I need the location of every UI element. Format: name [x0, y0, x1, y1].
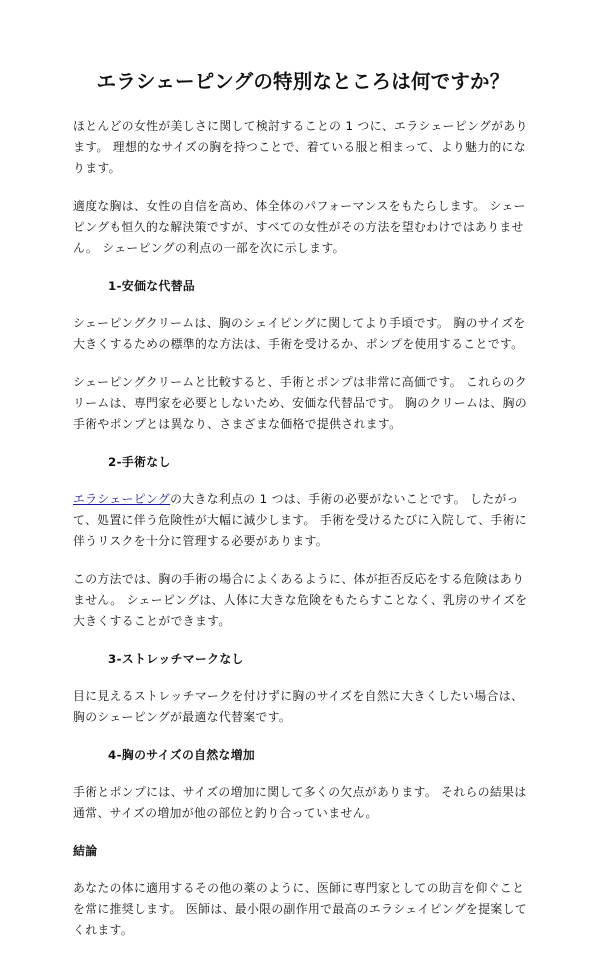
conclusion-paragraph: あなたの体に適用するその他の薬のように、医師に専門家としての助言を仰ぐことを常に推奨します。 医師は、最小限の副作用で最高のエラシェイピングを提案してくれます。 — [73, 881, 528, 938]
section-1-paragraph-1: シェーピングクリームは、胸のシェイピングに関してより手頃です。 胸のサイズを大きくするための標準的な方法は、手術を受けるか、ポンプを使用することです。 — [73, 316, 526, 352]
section-2-paragraph-2: この方法では、胸の手術の場合によくあるように、体が拒否反応をする危険はありません。 シェーピングは、人体に大きな危険をもたらすことなく、乳房のサイズを大きくすることができます。 — [73, 572, 528, 629]
intro-paragraph-2: 適度な胸は、女性の自信を高め、体全体のパフォーマンスをもたらします。 シェーピングも恒久的な解決策ですが、すべての女性がその方法を望むわけではありません。 シェーピングの利点の一部を次に示します。 — [73, 199, 526, 256]
section-2-paragraph-1-text: の大きな利点の 1 つは、手術の必要がないことです。 したがって、処置に伴う危険性が大幅に減少します。 手術を受けるたびに入院して、手術に伴うリスクを十分に管理する必要があります。 — [73, 492, 528, 549]
conclusion-heading: 結論 — [73, 844, 98, 859]
era-shaping-link[interactable]: エラシェーピング — [73, 492, 171, 507]
section-3-paragraph-1: 目に見えるストレッチマークを付けずに胸のサイズを自然に大きくしたい場合は、胸のシェーピングが最適な代替案です。 — [73, 689, 524, 725]
section-2-paragraph-1 — [73, 489, 533, 552]
section-heading-2: 2-手術なし — [108, 455, 171, 470]
section-1-paragraph-2: シェーピングクリームと比較すると、手術とポンプは非常に高価です。 これらのクリームは、専門家を必要としないため、安価な代替品です。 胸のクリームは、胸の手術やポンプとは異なり、さまざまな価格で提供されます。 — [73, 375, 528, 432]
document-page — [73, 70, 533, 958]
section-heading-4: 4-胸のサイズの自然な増加 — [108, 748, 256, 763]
page-title: エラシェーピングの特別なところは何ですか？ — [96, 70, 510, 93]
section-heading-3: 3-ストレッチマークなし — [108, 652, 244, 667]
section-heading-1: 1-安価な代替品 — [108, 279, 196, 294]
intro-paragraph-1: ほとんどの女性が美しさに関して検討することの 1 つに、エラシェーピングがあります。 理想的なサイズの胸を持つことで、着ている服と相まって、より魅力的になります。 — [73, 119, 528, 176]
section-4-paragraph-1: 手術とポンプには、サイズの増加に関して多くの欠点があります。 それらの結果は通常、サイズの増加が他の部位と釣り合っていません。 — [73, 785, 527, 821]
